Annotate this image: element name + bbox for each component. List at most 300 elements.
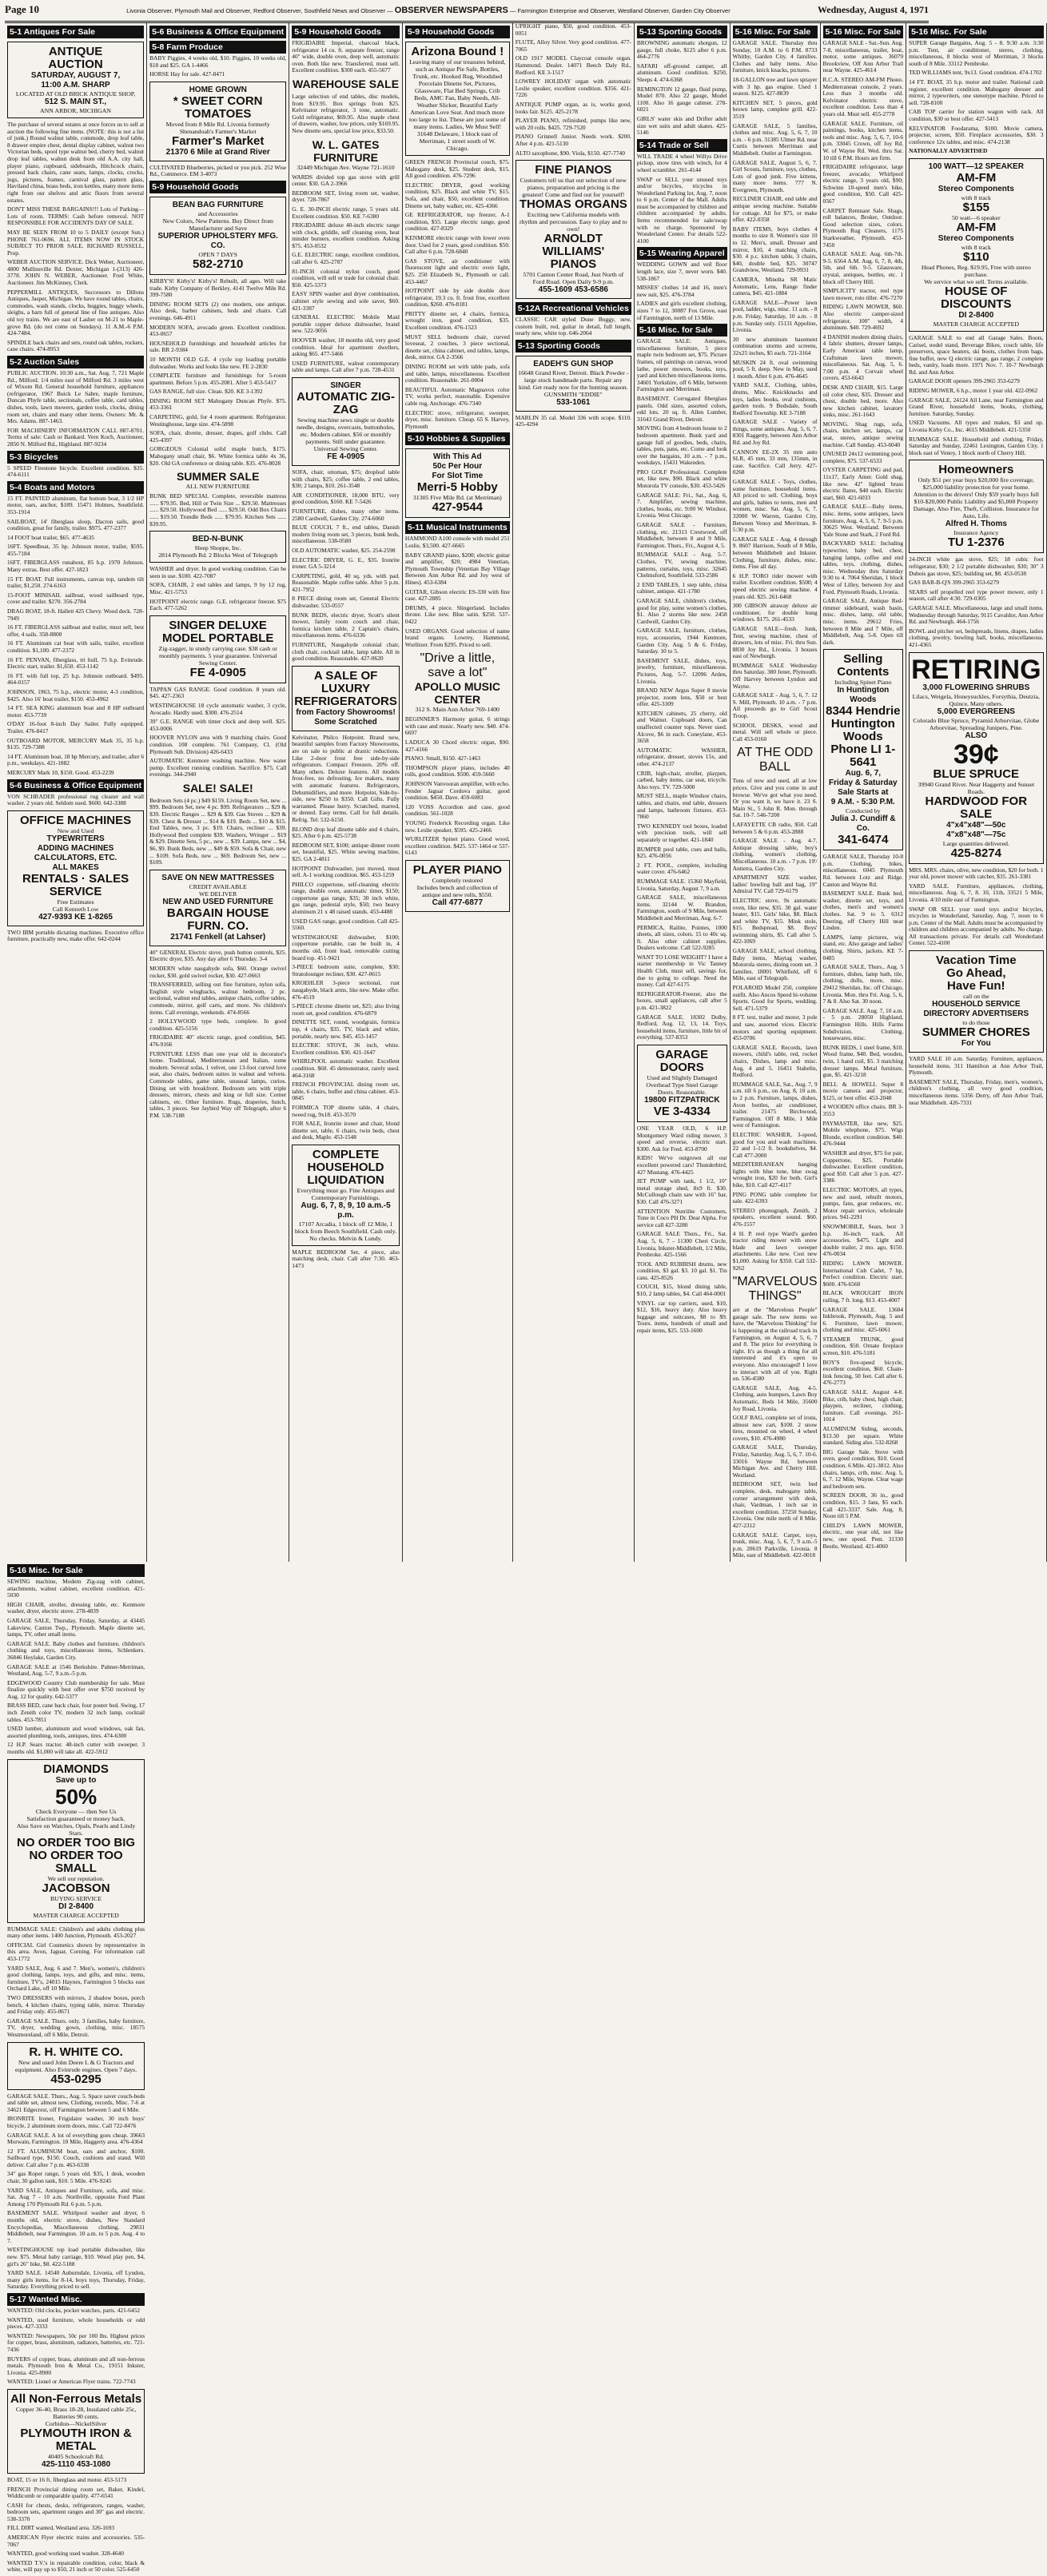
ad-line: CREDIT AVAILABLE: [189, 882, 247, 890]
classified-ad: CHILD'S LAWN MOWER, electric, one year old, not like new, one speed. Pent. 31330 Bestle, Westland. 421-4060: [822, 1521, 904, 1550]
display-heading: [733, 1275, 818, 1304]
ad-line: HOME GROWN: [189, 85, 247, 94]
section-header: 5-6 Business & Office Equipment: [149, 26, 286, 38]
classified-ad: MOVING from 4 bedroom house to 2 bedroom apartment. Bunk yard and garage full of goodies, beds, chairs, tables, pots, pans, etc. Come and look over the bargains, 10 a.m. - 7 p.m., weekdays, 15431 Wakenden.: [636, 424, 727, 467]
ad-line: call on the: [963, 993, 989, 1001]
classified-ad: GARAGE SALE. Thursday thru Sunday, 10 A.M. to 6 P.M. 8733 Whitby, Garden City. 4 families. Clothes and baby items. Also furniture, knick knacks, pictures.: [732, 39, 818, 74]
classified-ad: BEAUTIFUL Automatic Magnavox color TV, works perfect, reasonable. Expensive cable rug, Anchorage. 476-7340: [404, 385, 510, 407]
classified-ad: DINING ROOM set with table pads, sofa and table, lamps, miscellaneous. Excellent condition. Reasonable. 261-0004: [404, 363, 510, 384]
classified-ad: GAS BAR-B-Q'S 399-2965 353-6279: [909, 579, 999, 587]
ad-line: NO ORDER TOO BIG: [17, 1835, 136, 1849]
ad-line: 425-1110 453-1080: [41, 2459, 111, 2469]
ad-line: Conducted by: [846, 807, 881, 815]
classified-ad: BEDROOM SET, twin bed complete, desk, mahogany table, corner arrangement with desk, chair, Vardman, 1 inch sat in excellent condition. 37250 Sunday, Livonia. One mile north of 8 Mile. 427-2312: [732, 1480, 818, 1529]
display-ad: [516, 160, 631, 299]
classified-ad: 6 H.P. TORO rider mower with trailer. Excellent condition. $500; 4 speed electric sewing machine. 4 years old. $25. 261-6468: [732, 571, 818, 600]
classified-ad: GARAGE SALE - Aug. 4 through 9. 8607 Harrison, South of 8 Mile, between Middlebelt and Inkster. Clothing, furniture, dishes, misc. items. Fine all day.: [732, 535, 818, 571]
classified-ad: BIG Garage Sale. Stove with oven, good condition, $10. Good condition. 6 Mile. 421-3812. Also chairs, lamps, crib, misc. Aug. 5, 6, 7. 12 Mile, Wayne. Clear wage and bedroom sets.: [822, 1447, 904, 1490]
classified-ad: MUSKIN 24 ft. oval swimming pool, 5 ft. deep. New in May, used 1 month. After 6 p.m. 476-4645: [732, 358, 818, 380]
classified-ad: KENMORE electric range with lower oven door. Used for 2 years, good condition. $50. Call after 6 p.m. 728-6840: [404, 233, 510, 256]
section-header: 5-11 Musical Instruments: [405, 521, 510, 534]
ad-line: Leaving many of our treasures behind, such as Antique Pie Safe, Bottles, Trunk, etc. Hooked Rug, Woodshed Porcelain Dinette Set, Pictures, Glassware, Flat Bed Springs, Crib Beds, AMC Fan, Baby Needs, All-Weather Slicker, Beautiful Early American Love Seat. And much more too large to list. These are just some of many items. Ladies, We Must Sell! 31648 Delaware, 1 block east of Merriman, 1 street south of W. Chicago.: [408, 58, 506, 152]
classified-ad: GARAGE SALE. A lot of everything goes cheap. 39663 Morwain, Farmington. 10 Mile, Haggerty area. 476-4364: [7, 2131, 145, 2146]
ad-line: ADDING MACHINES: [37, 843, 114, 853]
classified-ad: OLD AUTOMATIC washer, $25. 254-2598: [292, 546, 396, 554]
classified-ad: G.E. ELECTRIC range, excellent condition, call after 6. 425-2787: [292, 251, 400, 266]
classified-ad: UPRIGHT piano, $50, good condition. 453-0051: [515, 22, 631, 37]
classified-ad: ONE YEAR OLD, 6 H.P. Montgomery Ward riding mower, 3 speed and reverse, electric start. $300. Ask for Fred. 453-8700: [636, 1125, 727, 1153]
ad-line: Stereo Components: [938, 233, 1014, 243]
ad-line: ANN ARBOR, MICHIGAN: [40, 107, 112, 114]
ad-line: Includes bench and collection of antique and new rolls, $550.: [416, 883, 498, 898]
classified-ad: SUPER Garage Bargains, Aug. 5 - 8. 9:30 a.m. 3:30 p.m. Tent, air conditioner, stereo, clothing, miscellaneous, 8 blocks west of Merriman, 3 blocks south of 8 Mile. 33112 Pembroke.: [909, 39, 1044, 67]
classified-ad: 16FT. Speedboat, 35 hp. Johnson motor, trailer, $595. 455-7184: [7, 543, 145, 557]
classified-ad: WEDDING GOWN and veil floor length lace, size 7, never worn. $40. 538-1867: [636, 261, 727, 282]
ad-line: "Drive a little, save a lot": [420, 651, 496, 680]
classified-ad: PHILCO coppertone, self-cleaning electric range, double oven, automatic timer, $150; coppertone gas range, $35; 30 inch white, gas range, pedestal style, $50; two heavy aluminum 21 x 48 raised stands. 453-4488: [292, 880, 400, 916]
ad-line: 533-1061: [556, 397, 591, 407]
classified-ad: MUST SELL bedroom chair, curved loveseat, 2 couches, 3 piece sectional, dinette set, china cabinet, end tables, lamps, desk, mirror. GA 2-3566: [404, 332, 510, 361]
classified-ad: 15 FT. BOAT. Full instruments, canvas top, tandem tilt trailer, $1,250. 274-6163: [7, 575, 145, 590]
classified-ad: YARD SALE, Antiques and Furniture, sofa, and misc. Sat. Aug 7 - 10 a.m. Northville, opposite Ford Plant Among 170 Plymouth Rd. 6 p.m. 5 p.m.: [7, 2186, 145, 2208]
classified-ad: VON SCHRADER professional rug cleaner and wall washer. 2 years old. Seldom used. $600. 642-3388: [7, 792, 145, 807]
display-ad: [909, 950, 1043, 1053]
ad-line: BEAN BAG FURNITURE: [172, 200, 264, 209]
classified-ad: GARAGE SALE - Sat.-Sun. Aug. 7-8, miscellaneous, trailer, boat, motor, some antiques. 36079 Brookview, Off Ann Arbor Trail near Wayne. 425-4614: [822, 39, 904, 74]
ad-line: TYPEWRITERS: [46, 834, 105, 843]
display-ad: [292, 1145, 400, 1246]
classified-ad: 16FT. FIBERGLASS runabout, 85 h.p. 1970 Johnson. Many extras. Best offer. 427-1823: [7, 559, 145, 574]
classified-ad: PIANO. Small, $150. 427-1463: [404, 754, 480, 762]
ad-line: 4"x4"x48"—50c: [946, 820, 1006, 830]
classified-ad: O'DAY 16-foot 8-inch Day Sailer. Fully equipped. Trailer. 476-8417: [7, 720, 145, 735]
display-ad: [149, 615, 286, 683]
classified-ad: PRO GOLF Professional. Complete set, like new, $90. Black and white Motorola TV console, $30. 453-5426: [636, 468, 727, 490]
classified-ad: 39" G.E. RANGE with timer clock and deep well. $25. 453-0006: [149, 718, 287, 732]
ad-line: TU 1-2376: [947, 536, 1005, 550]
section-header: 5-4 Boats and Motors: [7, 481, 144, 494]
classified-ad: FORMICA TOP dinette table, 4 chairs, tweed rug, 9x18. 453-3570: [292, 1103, 400, 1118]
classified-ad: IRONRITE Ironer, Frigidaire washer, 30 inch boys' bicycle, 2 aluminum storm doors, misc. Call 722-8476: [7, 2115, 145, 2129]
display-ad: [7, 2042, 145, 2090]
classified-ad: CLASSIC CAR styled Dune Buggy, new, custom built, red, guitar in detail, full length, nearly new, white top. 646-2064: [515, 316, 631, 337]
classified-column: [731, 23, 821, 1562]
classified-ad: GARAGE SALE—fresh. Junk, Tent, sewing machine, chest of drawers, lots of misc. Fri. thru Sun. 8830 Joy Rd., Livonia. 3 houses east of Newburgh.: [732, 624, 818, 660]
ad-line: SINGER: [330, 380, 361, 390]
classified-ad: SNOWMOBILE, Sears, best 3 h.p. 16-inch track. All accessories. $475. Light and double trailer, 2 mo. ago, $150. 476-0034: [822, 1222, 904, 1258]
display-heading: [405, 651, 510, 713]
classified-ad: ALUMINUM Siding, seconds, $13.50 per square. White standard. Siding also. 532-8268: [822, 1425, 904, 1447]
classified-ad: WANTED, used furniture, whole households or odd pieces. 427-3333: [7, 2315, 145, 2331]
section-header: 5-9 Household Goods: [292, 26, 400, 38]
classified-ad: FURNITURE LESS than one year old in decorator's home. Traditional, Mediterranean and Italian, some modern. Several sofas, 1 velvet, one 13-foot curved love seat, also chairs, bedroom suites in walnut and velvets. Commode tables, game table, unusual lamps, curios. Dining set with breakfront. Bedroom sets with triple dressers, mirrors, chests and king or full size. Corner cabinets, etc. Other furniture. Rugs, draperies, hutch, tables, 3 pieces. See Jaybird Way off Telegraph, after 6 P.M. 538-7188: [149, 1049, 287, 1119]
classified-ad: GARAGE SALE, Thursday, Friday, Saturday, at 43445 Lakeview, Canton Twp., Plymouth. Maple dinette set, lamps, TV, other small items.: [7, 1616, 145, 1638]
classified-ad: WHIRLPOOL automatic washer. Excellent condition. $60. 45 demonstrator, rarely used. 464-3168: [292, 1057, 400, 1079]
classified-ad: BASEMENT SALE, dishes, toys, jewelry, furniture, miscellaneous. Pictures, Aug. 5-7. 12096 Arden, Livonia.: [636, 656, 727, 685]
ad-line: OPEN 7 DAYS: [198, 250, 238, 258]
classified-ad: TWO DRESSERS with mirrors, 2 shadow boxes, porch bench, 4 kitchen chairs, typing table, mirror. Thursday and Friday only. 455-0671: [7, 1993, 145, 2016]
ad-line: 8344 Hendrie: [826, 704, 901, 719]
ad-line: New and Used: [57, 826, 94, 834]
classified-ad: 300 GIBSON airaway deluxe air conditioner, for double hung windows. $175. 261-4533: [732, 602, 818, 623]
display-ad: [292, 377, 400, 466]
display-ad: [7, 810, 144, 926]
classified-ad: WANTED: Old clocks, pocket watches, parts. 421-6452: [7, 2306, 141, 2314]
section-header: 5-6 Business & Office Equipment: [7, 779, 144, 792]
ad-line: Aug. 6, 7, 8, 9, 10 a.m.-5 p.m.: [301, 1200, 391, 1220]
ad-line: GUNSMITH "EDDIE": [543, 390, 603, 398]
classified-ad: 4 DANISH modern dining chairs, 4 fabric shutters, dresser lamps, Early American table lamp, Craftsman lawn mower, miscellaneous. Sat. Aug. 5, 6. 7:00 p.m. 4 Corvair wheel covers. 453-6643: [822, 332, 904, 382]
classified-ad: DINING ROOM SETS (2) one modern, one antique. Also desk, barber cabinets, beds and chairs. Call evenings. 646-4911: [149, 300, 287, 321]
ad-line: BARGAIN HOUSE FURN. CO.: [166, 906, 269, 933]
classified-ad: GARAGE SALE - Variety of things, some antiques. Aug. 5, 6, 7. 8301 Raggerty, between Ann Arbor Rd. and Joy Rd.: [732, 418, 818, 447]
ad-line: Save up to: [55, 1775, 97, 1785]
classified-column: [289, 23, 403, 1562]
classified-ad: DESK AND CHAIR, $15. Large oil color chest, $35. Dresser and chest, double bed, more. Also new kitchen cabinet, lavatory sinks, misc. 261-1643: [822, 383, 904, 419]
classified-ad: Bedroom Sets (4 pc.) $49 $159. Living Room Set, new ... $99. Bedroom Set, new 4 pc. $99. Refrigerators ... $29 & $39. Electric Ranges ... $29 & $39. Gas Stoves ... $29 & $39. Chest & Dresser ... $14 & $19. Beds ... $10 & $15. End Tables, new, 3 pc. $19. Chairs, recliner ... $39. Hollywood Bed complete $39. Washers, Wringer ... $19 & $29. Dinette Sets, 5 pc., new ... $39. Lamps, new ... $4, $6, $9. Bunk Beds, new ... $49 & $59. Sofa & Chair, new ... $109. Sofa Beds, new ... $69. Bedroom Set, new ... $109.: [149, 796, 287, 866]
classified-ad: BRAND NEW Argus Super 8 movie projector, zoom lens, $50 or best offer. 425-3309: [636, 687, 727, 708]
classified-ad: 12 H.P. Sears tractor. 48-inch cutter with sweeper. 3 months old. $1,000 will take all. 422-5912: [7, 1741, 145, 1756]
classified-ad: WESTINGHOUSE 18 cycle automatic washer, 3 cycle, Avocado. Hardly used. $300. 476-2514: [149, 701, 287, 716]
classified-ad: GARAGE SALE. Carpet, toys, trunk, misc. Aug. 5, 6, 7, 9 a.m.-5 p.m. 20619 Parkville, Livonia. 8 Mile, east of Middlebelt. 422-0018: [732, 1531, 818, 1559]
classified-ad: PERMICA, Railite, Pointes, 1000 sheets, all sizes, colors. 15 to 40c sq. ft. Also other cabinet supplies. Dealers welcome. Call 522-9285: [636, 923, 727, 952]
classified-ad: RIDING LAWN MOWER. International Cub Cadet, 7 hp, Perfect condition. Electric start. $600. 476-6560: [822, 1259, 904, 1288]
classified-ad: WANTED: Lionel or American Flyer trains. 722-7743: [7, 2378, 136, 2386]
classified-ad: 16 FT. with full top, 25 h.p. Johnson outboard. $495. 464-0157: [7, 671, 145, 687]
classified-ad: WESTINGHOUSE top load portable dishwasher, like new. $75. Metal baby carriage, $10. Wood play pen, $4, girl's 26" bike, $8. 422-5188: [7, 2246, 145, 2267]
classified-column: [821, 23, 907, 1562]
classified-ad: YARD SALE. Furniture, appliances, clothing, miscellaneous. Aug. 6, 7, 8. 10, 11th, 33521 5 Mile, Livonia. 4/10 mile east of Farmington.: [909, 882, 1044, 903]
classified-ad: ELECTRIC DRYER, good working condition, $25. Black and white TV, $15. Sofa, and chair, $50, excellent condition. Dinette set, baby walker, etc. 425-4366: [404, 181, 510, 209]
ad-line: 5,000 EVERGREENS: [937, 707, 1015, 716]
classified-ad: FRENCH Provincial dining room set, Baker, Kindel, Widdicomb or comparable quality. 477-6541: [7, 2485, 145, 2500]
ad-line: GARAGE DOORS: [655, 1048, 709, 1074]
ad-line: AM-FM: [956, 220, 997, 234]
ad-line: Julia J. Cundiff & Co.: [830, 814, 896, 834]
ad-line: 17107 Arcadia, 1 block off 12 Mile, 1 block from Beech Southfield. Cash only. No checks. Melvin & Lundy.: [295, 1220, 397, 1242]
ad-line: EADEH'S GUN SHOP: [533, 359, 614, 368]
classified-ad: GARAGE SALE, August 5, 6, 7. Girl Scouts, furniture, toys, clothes, Lots of good junk. Five kittens, many more items. 777 N. Evergreen, Plymouth.: [732, 158, 818, 193]
classified-ad: BLACK WROUGHT IRON railing, 7 ft. long. $13. 453-4007: [822, 1289, 904, 1304]
ad-line: Vacation Time: [936, 954, 1017, 968]
classified-ad: HOOVER washer, 18 months old, very good condition. Ideal for apartment dwellers, asking $65. 477-5466: [292, 336, 400, 358]
section-header: 5-2 Auction Sales: [7, 356, 144, 368]
display-ad: [405, 860, 510, 912]
classified-ad: GARAGE SALE, school clothing, Baby items, Maytag washer, Motorola stereo, dining room set. 3 families. 18001 Whitfield, off 6 Mile, east of Telegraph.: [732, 947, 818, 982]
classified-ad: 4 WOODEN office chairs. BR 3-3553: [822, 1103, 904, 1118]
ad-line: 31305 Five Mile Rd. (at Merriman): [412, 494, 502, 502]
classified-ad: BOAT, 15 or 16 ft. fiberglass and motor. 453-5173: [7, 2475, 127, 2483]
classified-ad: BUNK BED SPECIAL Complete, reversible mattress ...... $79.95. Bed, Hill or Twin Size ... $29.50. Mattresses ...... $29.50. Hollywood Bed ...... $29.50. Odd Box Chairs ...... $19.50. Trundle Beds ...... $79.95. Kitchen Sets ...... $39.95.: [149, 492, 287, 528]
display-ad: [149, 870, 286, 946]
classified-ad: CARPET Remnant Sale. Shags, roll balances, Broker, Outdoor. Good selection sizes, colors. Plymouth Rug Cleaners, 1175 Starkweather, Plymouth. 453-7450: [822, 206, 904, 249]
classified-ad: COMPLETE furniture and furnishings for 5-room apartment. Before 5 p.m. 455-2081. After 5 453-5417: [149, 372, 287, 386]
classified-ad: PAYMASTER, like new, $25. Mobile telephone, $75. Wigs Blonde, excellent condition. $40. 476-9444: [822, 1119, 904, 1148]
classified-ad: 10 MONTH OLD G.E. 4 cycle top loading portable dishwasher. Works and looks like new. FE 2-2830: [149, 355, 287, 370]
classified-ad: SIMPLICITY tractor, reel type lawn mower, roto tiller. 476-7270: [822, 287, 904, 301]
classified-ad: LOWREY HOLIDAY organ with automatic Leslie speaker, excellent condition. $356. 421-7226: [515, 78, 631, 99]
classified-column: [635, 23, 731, 1562]
display-ad: [909, 652, 1043, 864]
classified-ad: UNUSED 24x12 swimming pool, complete, $75. 537-6533: [822, 450, 904, 464]
classified-ad: WANT TO LOSE WEIGHT? I have a starter membership in Vic Tanney Health Club, must sell, savings for, due to going to college. Need the money. Call 427-6175: [636, 953, 727, 989]
classified-ad: RIDING MOWER, 6 h.p., motor 1 year old. 422-0962: [909, 387, 1038, 395]
classified-ad: AIR CONDITIONER, 18,000 BTU, very good condition, $160. KE 7-5426: [292, 491, 400, 506]
classified-ad: BUMPER pool table, cues and balls, $25. 476-0056: [636, 845, 727, 860]
ad-line: RETIRING: [911, 654, 1041, 685]
classified-ad: BEDROOM SET, $100; antique dinner room set, beautiful, $25. White sewing machine, $25. GA 2-4811: [292, 841, 400, 862]
section-header: 5-15 Wearing Apparel: [637, 247, 727, 260]
ad-line: Including Spinet Piano: [834, 679, 892, 687]
classified-ad: YARD SALE. 14540 Auburndale, Livonia, off Lyndon, many girls items, for 8-14, boys toys, Thursday, Friday, Saturday. Everything priced to sell.: [7, 2269, 145, 2291]
classified-ad: 120 VOSS Accordion and case, good condition. 561-1028: [404, 802, 510, 818]
ad-line: Selling Contents: [837, 652, 890, 679]
ad-line: with 8 track: [961, 193, 991, 201]
classified-ad: FOR SALE, Ironrite ironer and chair, blond dinette set, table, 6 chairs, twin beds, chest and desk, Maple. 453-1548: [292, 1120, 400, 1141]
classified-ad: WILL TRADE 4 wheel Willys Drive pickup, snow tires with winch, for 4 wheel scrambler. 261-4144: [636, 152, 727, 173]
classified-ad: ELECTRIC DRYER, G. E., $35. Ironrite ironer. GA 5-3214: [292, 555, 400, 571]
section-header: 5-9 Household Goods: [405, 26, 510, 38]
classified-ad: 2 FT. POOL, complete, including water cover. 476-6462: [636, 861, 727, 876]
classified-ad: WASHER and dryer. In good working condition. Can be seen in use. $100. 422-7087: [149, 565, 287, 579]
classified-ad: MAPLE BEDROOM Set, 4 piece, also matching desk, chair. Call after 7:30. 463-1473: [292, 1248, 400, 1270]
ad-line: W. L. GATES FURNITURE: [312, 137, 380, 164]
ad-line: 453-0295: [50, 2072, 102, 2086]
classified-ad: BUNK BEDS, electric dryer, Scott's silent mower, family room couch and chair, formica kitchen table, 2 Captain's chairs, miscellaneous items. 476-6336: [292, 611, 400, 639]
classified-ad: HOTPOINT electric range. G.E. refrigerator freezer. $75 Each. 477-5262: [149, 597, 287, 612]
classified-ad: EASY SPIN washer and dryer combination, cabinet style sewing and sole saver, $60. 421-3387: [292, 290, 400, 312]
classified-ad: MISSES' clothes 14 and 16, men's new suit, $25. 476-3784: [636, 284, 727, 298]
classified-ad: JOHNSON Vanvooran amplifier, with echo. Fender Jaguar Cordova guitar, good condition. $450. Dave. 459-6083: [404, 780, 510, 802]
classified-ad: MUST SELL, maple Windsor chairs, tables, and chairs, end table, dressers and lamps, bathroom fixtures. 453-7860: [636, 792, 727, 821]
classified-ad: GARAGE SALE—Power lawn pool, ladder, wigs, misc. 11 a.m. - 8 p.m. Friday, Saturday, 10 a.m. - 8 p.m. Sunday only. 15131 Appoline, Livonia.: [732, 298, 818, 334]
classified-ad: RUMMAGE SALE Wednesday thru Saturday. 380 Jener, Plymouth. Off Harvey between Lyndon and Wayne.: [732, 661, 818, 690]
classified-ad: GARAGE SALE, miscellaneous items. 32144 W. Brandon, Farmington, south of 9 Mile, between Middlebelt and Merriman, Aug. 6-7.: [636, 894, 727, 922]
classified-ad: RUMMAGE SALE, Sat., Aug. 7, 9 a.m. till 6 p.m., on Aug. 8, 10 a.m. to 2 p.m. Furniture, lamps, dishes, Avon bottles, air conditioner, trailer. 21475 Birchwood, Farmington. Off 8 Mile, 1 Mile west of Farmington.: [732, 1080, 818, 1129]
classified-ad: DRAG BOAT, 18-ft. Hallett 425 Chevy. Wood deck. 728-7949: [7, 607, 145, 622]
ad-line: All Non-Ferrous Metals: [10, 2391, 142, 2406]
ad-line: DI 2-8400: [958, 310, 994, 320]
masthead-papers: Livonia Observer, Plymouth Mail and Observer, Redford Observer, Southfield News and Observer — OBSERVER NEWSPAPERS — Farmington Enterprise and Observer, Westland Observer, Garden City Observer: [126, 6, 731, 15]
classified-ad: 14 FOOT boat trailer, $65. 477-4635: [7, 533, 94, 541]
section-header: 5-16 Misc. For Sale: [823, 26, 904, 38]
ad-line: 100 WATT—12 SPEAKER: [928, 161, 1024, 171]
ad-line: SAVE ON NEW MATTRESSES: [161, 873, 275, 882]
ad-line: A SALE OF LUXURY REFRIGERATORS: [294, 668, 397, 708]
ad-line: Go Ahead,: [946, 966, 1006, 981]
display-heading: [149, 782, 286, 794]
ad-line: Friday & Saturday: [829, 778, 898, 788]
classified-ad: YOUNG Frederick Recording organ. Like new. Leslie speaker, $595. 425-2466: [404, 819, 510, 834]
ad-line: 21741 Fenkell (at Lahser): [170, 932, 266, 942]
ad-line: WE DELIVER: [198, 890, 237, 898]
classified-ad: DRUMS, 4 piece. Slingerland. Includes throne. Like new. Blue satin. $250. 537-0422: [404, 603, 510, 625]
classified-ad: COUCH, $15, blond dining table, $10, 2 lamp tables, $4. Call 464-0001: [636, 1283, 727, 1298]
classified-ad: GORGEOUS Colonial solid maple hutch, $175. Mahogany small chair, $6. White formica table 4x 36, $20. Old GA conference or dining table. $35. 476-8028: [149, 445, 287, 467]
display-ad: [405, 448, 510, 518]
ad-line: 50%: [55, 1784, 98, 1809]
ad-line: Call Kenneth Low: [52, 905, 99, 913]
classified-ad: CAB TOP carrier for station wagon with rack. All condition, $30 or best offer. 427-5413: [909, 108, 1044, 122]
ad-line: * SWEET CORN: [173, 94, 263, 108]
display-ad: [149, 197, 286, 275]
ad-line: We service what we sell. Terms available.: [924, 277, 1029, 285]
classified-ad: KITCHEN cabinets, 25 cherry, old and Walnut. Cupboard doors, Can unaffected counter tops. Never used. Alcove, $6 in each. Coneylane, 453-3658: [636, 709, 727, 745]
section-header: 5-12A Recreational Vehicles: [516, 302, 631, 315]
classified-ad: GAS RANGE, full size. Clean. $20. KE 3-1392: [149, 388, 263, 396]
ad-line: Sewing machine sews single or double needle, designs, overcasts, buttonholes, etc. Modern cabinet. $56 or monthly payments. Still under guarantee. Universal Sewing Center.: [297, 416, 395, 452]
classified-ad: FURNITURE, dishes, many other items. 2580 Cardwell, Garden City. 274-6060: [292, 507, 400, 522]
classified-ad: GENERAL ELECTRIC Mobile Maid portable copper deluxe dishwasher, brand new. 522-9056: [292, 313, 400, 335]
ad-line: DI 2-8400: [58, 1901, 94, 1911]
classified-ad: BLOND drop leaf dinette table and 4 chairs, $25. After 6 p.m. 425-5738: [292, 825, 400, 840]
classified-ad: GARAGE SALE. Aug. 7, 10 a.m. - 5 p.m. 28050 Highland, Farmington Hills. Hills Farms Subdivision. Clothing, housewares, misc.: [822, 1006, 904, 1042]
classified-ad: CASH for chests, desks, refrigerators, ranges, washer, bedroom sets, apartment ranges and 30" gas and electric. 538-3370: [7, 2501, 145, 2522]
classified-ad: PING PONG table complete for sale. 422-6393: [732, 1190, 818, 1205]
classified-ad: BASEMENT SALE. Whirlpool washer and dryer, 6 months old, electric stove, dishes, New Standard Encyclopedias, Miscellaneous clothing. 29831 Middlebelt, near Farmington. 10 a.m. to 5 p.m. Aug. 4 to 7.: [7, 2209, 145, 2244]
ad-line: 5701 Canton Center Road, Just North of Ford Road. Open Daily 9-9 p.m.: [523, 271, 624, 286]
ad-line: SINGER DELUXE MODEL PORTABLE: [161, 618, 274, 645]
classified-ad: FRIGIDAIRE deluxe 40-inch electric range with clock, griddle, self cleaning oven, heat minder burners, excellent condition. Asking $75. 453-0532: [292, 221, 400, 249]
ad-line: SERVICE: [49, 884, 102, 898]
classified-ad: NATIONALLY ADVERTISED: [909, 147, 988, 155]
classified-ad: RIDING LAWN MOWER, $60. Also electric camper-sized refrigerator, 100" width, 4 aluminum. $40. 729-4692: [822, 303, 904, 332]
classified-ad: MOVING. Shag rugs, sofa, chairs, kitchen set, lamps, car seat, stereo, antique sewing machine. Call Sunday. 453-6040: [822, 420, 904, 448]
brand-name: OBSERVER NEWSPAPERS: [394, 6, 508, 15]
ad-line: from Factory Showrooms! Some Scratched: [296, 707, 396, 727]
ad-line: AUTOMATIC ZIG-ZAG: [297, 389, 395, 416]
ad-line: "MARVELOUS THINGS": [732, 1275, 818, 1304]
ad-line: With This Ad: [433, 452, 482, 462]
classified-ad: G. E. 30-INCH electric range, 5 years old. Excellent condition. $50. KE 7-6380: [292, 205, 400, 220]
classified-ad: HOTPOINT side by side double door refrigerator, 19.3 cu. ft. frost free, excellent condition, $260. 476-8181: [404, 287, 510, 309]
ad-line: Sale Starts at: [838, 788, 889, 798]
classified-ad: MEDITERRANEAN hanging lights with blue tone, blue swag wrought iron, $20 for both. Girl's bike, $10. Call 427-4117: [732, 1161, 818, 1189]
classified-ad: FILL DIRT wanted, Westland area. 326-1693: [7, 2524, 115, 2532]
classified-ad: WARDS divided top gas stove with grill center. $30. GA 2-3966: [292, 173, 400, 188]
section-header: 5-16 Misc. For Sale: [909, 26, 1043, 38]
ad-line: LOCATED AT OLD BRICK ANTIQUE SHOP,: [15, 90, 136, 98]
ad-line: New Colors, New Patterns. Buy Direct from Manufacturer and Save: [162, 217, 273, 232]
display-heading: [733, 746, 818, 774]
ad-line: Huntington Woods: [830, 717, 895, 744]
classified-ad: USED lumber, aluminum and wood windows, oak fan, assorted plumbing, tools, antiques, tires. 474-6300: [7, 1725, 145, 1739]
ad-line: For Slot Time: [432, 472, 484, 481]
classified-ad: OYSTER CARPETING and pad, 11x17, Early Amer. Gold shag, like new. 42" lighted brass electric flame, $40 each. Electric start, $60. 421-6033: [822, 466, 904, 501]
ad-line: BLUE SPRUCE: [933, 766, 1020, 781]
classified-ad: BACKYARD SALE: Including typewriter, baby bed, chest, hanging lamps, coffee and end tables, toys, clothing, dishes, misc. Wednesday thru Saturday 9:30 to 4. 7064 Sheridan, 1 block West of Lilley, between Joy and Ford. Plymouth Roads, Livonia.: [822, 539, 904, 595]
classified-ad: OUTBOARD MOTOR, MERCURY Mark 35, 35 h.p. $135. 729-7388: [7, 736, 145, 751]
classified-ad: LAMPS, lamp pictures, wig stand, etc. Also garage and ladies' clothing. Shirts, jackets. KE 7-0485: [822, 933, 904, 962]
ad-line: 4"x8"x48"—75c: [946, 830, 1006, 839]
classified-ad: SEARS self propelled reel type power mower, only 1 season, call after 4:30. 729-0305: [909, 587, 1044, 603]
ad-line: APOLLO MUSIC CENTER: [414, 680, 500, 707]
classified-ad: FURNITURE, Naugahyde colonial chair, cloth chair, cocktail table, lamp table. All in good condition. Reasonable. 427-0620: [292, 641, 400, 663]
classified-ad: DINETTE SET, round, woodgrain, formica top, 4 chairs, $35. TV, black and white, portable, nearly new. $45. 453-1457: [292, 1018, 400, 1040]
classified-ad: GARAGE SALE at 1546 Berkshire. Palmer-Merriman, Westland, Aug. 5-7, 9 a.m.-5 p.m.: [7, 1662, 145, 1678]
issue-date: Wednesday, August 4, 1971: [817, 4, 929, 15]
classified-ad: YARD SALE, Aug. 6 and 7. Men's, women's, children's good clothing, lamps, toys, and gifts, and misc. items, furniture, TV's, 24015 Haynes, Farmington 5 blocks east Orchard Lake, off 10 Mile.: [7, 1964, 145, 1993]
classified-ad: FRIGIDAIRE Imperial, charcoal black, refrigerator 14 cu. ft. separate freezer, range 40" wide, double oven, deep well, automatic oven. Both like new. Transferred, must sell. Excellent condition. $300 each. 455-5677: [292, 39, 400, 74]
classified-ad: 30 new aluminum basement combination storms and screens, 32x25 inches, $5 each. 721-3164: [732, 335, 818, 356]
ad-line: Farmer's Market: [172, 133, 265, 148]
ad-line: OFFICE MACHINES: [19, 813, 132, 827]
classified-ad: KROEHLER 3-piece sectional, rust naugahyde, black arms, like new. Make offer. 476-4519: [292, 979, 400, 1001]
ad-line: Everything must go. Fine Antiques and Contemporary Furnishings.: [297, 1186, 395, 1201]
classified-ad: PUBLIC AUCTION. 10:30 a.m., Sat. Aug. 7, 721 Maple Rd., Milford. 1/4 miles east of Milford Rd. 3 miles west of Wixom Rd. General household furniture, appliances (refrigerator, 1967 Buick Le Sabre, maple furniture, Duncan Phyfe table, sectionals, coffee table, card tables, dishes, tools, lawn mowers, garden tools, clocks, dining room set, chairs and many other items. Owners: Mr. & Mrs. Adams. 887-1463.: [7, 369, 145, 425]
papers-right: Farmington Enterprise and Observer, Westland Observer, Garden City Observer: [517, 7, 731, 14]
classified-ad: KITCHEN SET, 5 pieces, gold brown lamp, complete grill. 422-3519: [732, 98, 818, 120]
ad-line: 50c Per Hour: [432, 462, 483, 472]
classified-ad: WESTINGHOUSE dishwasher, $100; coppertone portable, can be built in, 4 months old, front load, removable cutting board top. 451-9421: [292, 933, 400, 962]
classified-ad: PLAYER PIANO, refinished, pumps like new, with 20 rolls. $425. 729-7520: [515, 117, 631, 131]
classified-ad: LADIES and girls excellent clothing, sizes 7 to 12, 30087 Fox Grove, east of Farmington, north of 13 Mile.: [636, 300, 727, 321]
ad-line: Phone LI 1-5641: [830, 743, 896, 770]
classified-ad: GARAGE SALE: Aug. 6th-7th. 9-5. 6564 A.M. Aug. 6, 7, 8, 4th, 5th, and 6th. 9-5. Glassware, crystal, antiques, bottles, etc. 1 block off Cherry Hill.: [822, 250, 904, 285]
classified-ad: CAMERA, Minolta SR Matic Automatic, Lens, Range finder camera, $45. 421-1884: [732, 276, 818, 297]
classified-ad: PIANO Grinnell Junior. Needs work. $200. After 4 p.m. 421-5130: [515, 133, 631, 147]
ad-line: Completely restored: [432, 876, 484, 884]
classified-column: [403, 23, 513, 1562]
ad-line: ALL NEW FURNITURE: [185, 483, 250, 491]
classified-ad: GARAGE SALE. Thurs. only. 3 families, baby furniture, TV, dryer, wedding gown, clothing, misc. 18575 Westmoreland, off 6 Mile, Detroit.: [7, 2017, 145, 2038]
ad-line: ARNOLDT WILLIAMS' PIANOS: [542, 232, 605, 272]
classified-ad: WANTED T.V.'s in repairable condition, color, black & white, will pay up to $50, 21 inch or 50 color. 525-6450: [7, 2558, 145, 2574]
ad-line: VE 3-4334: [653, 1105, 711, 1118]
classified-ad: MERCURY Mark 10, $150. Good. 453-2239: [7, 768, 114, 776]
classified-ad: 3-PIECE bedroom suite, complete, $30; Stratolounger recliner, $30. 427-0615: [292, 963, 400, 977]
display-ad: [909, 460, 1043, 553]
classified-ad: CULTIVATED Blueberries, picked or you pick. 252 Wise Rd., Commerce. EM 3-4073: [149, 163, 287, 178]
classified-ad: 2 END TABLES, 1 step table, china cabinet, antique. 421-1780: [636, 580, 727, 595]
display-ad: [909, 158, 1043, 332]
classified-ad: BEGINNER'S Harmony guitar, 6 strings with case and music. Nearly new. $40. 474-6697: [404, 715, 510, 737]
classified-ad: RECLINER CHAIR, end table and antique sewing machine. Suitable for cottage. All for $75, or make offer. 422-0358: [732, 195, 818, 224]
classified-ad: AUTOMATIC Kenmore washing machine. New water pump. Excellent running condition. Sacrifice. $75. Call evenings. 344-2940: [149, 757, 287, 778]
classified-ad: 5 SPEED Firestone bicycle. Excellent condition. $35. 474-6111: [7, 464, 145, 479]
classified-ad: STEREO phonograph, Zenith, 2 speakers, excellent sound. $60. 476-1557: [732, 1206, 818, 1228]
classified-ad: MRS. MRS. chairs, olive, new condition, $20 for both. 1 year old, power mower with catcher, $35. 261-3381: [909, 866, 1044, 881]
ad-line: 9 A.M. - 5:30 P.M.: [830, 798, 895, 807]
classified-ad: GE REFRIGERATOR, top freezer, A-1 condition, $55. Large electric range, good condition. 427-8329: [404, 211, 510, 233]
display-heading: [149, 470, 286, 490]
ad-line: SALE! SALE!: [182, 781, 253, 794]
classified-ad: GARAGE SALE, Antique Red-rimmer sideboard, wash basin, misc. dishes, lamp, old table, misc. items. 29612 Fries, between 8 Mile and 7 Mile, off Middlebelt, Aug. 5-8. Open till dark.: [822, 597, 904, 646]
display-ad: [7, 2389, 145, 2474]
ad-line: NEW AND USED FURNITURE: [162, 897, 273, 906]
classified-ad: CARPETING, gold, 40 sq. yds. with pad. Reasonable. Maple coffee table. After 5 p.m. 421-7952: [292, 571, 400, 593]
classified-ad: KIDS! We've outgrown all our excellent powered cars! Thunderbird, 427 Mustang. 476-4425: [636, 1154, 727, 1176]
classified-ad: 12 FT. ALUMINUM boat, oars and anchor, $100. Sailboard type, $150. Couch, cushions and stand. Will deliver. Call after 7 p.m. 463-6338: [7, 2147, 145, 2168]
classified-ad: 5-PIECE chrome dinette set, $25; also living room set, good condition. 476-6879: [292, 1002, 400, 1017]
ad-line: Only $51 per year buys $20,000 fire coverage, $25,000 liability protection for your home. Attention to the drivers! Only $59 yearly buys full $10-$20,000 Public Liability and $5,000 Property Damage, Also Fire, Theft, Collision. Insurance for Auto, Life.: [913, 476, 1039, 520]
classified-ad: STEAMER TRUNK, good condition, $50. Ornate fireplace screen, $10. 476-5181: [822, 1335, 904, 1357]
classified-ad: WANTED, good working used washer. 328-4640: [7, 2550, 124, 2558]
classified-ad: HOTPOINT Dishwasher, just moved, must sell. A-1 working condition. $65. 453-1259: [292, 864, 400, 879]
classified-ad: FRENCH PROVINCIAL dining room set, table, 6 chairs, buffet and china cabinet. 453-0845: [292, 1081, 400, 1102]
ad-line: COMPLETE HOUSEHOLD LIQUIDATION: [307, 1147, 384, 1187]
classified-ad: 14 FT. BOAT, 35 h.p. motor and trailer. National cash register, excellent condition. Mahogany dresser and mirror, 2 typewriters, one stenotype machine. Priced to sell. 728-8100: [909, 78, 1044, 106]
ad-line: 312 S. Main Ann Arbor 769-1400: [415, 706, 500, 714]
classified-ad: GARAGE SALE, Thursday, Friday, Saturday, Aug. 5, 6, 7. 10-6. 33016 Wayne Rd, between Michigan Ave. and Cherry Hill. Westland.: [732, 1443, 818, 1479]
classified-ad: GOLF BAG, complete set of irons, almost new cart, $100. 2 snow tires, mounted on wheel, 4 wheel covers, $10. 476-4980: [732, 1414, 818, 1442]
section-header: 5-10 Hobbies & Supplies: [405, 432, 510, 445]
section-header: 5-16 Misc. for Sale: [7, 1564, 145, 1577]
classified-ad: YARD SALE 10 a.m. Saturday. Furniture, appliances, household items. 311 Hamilton at Ann Arbor Trail, Plymouth.: [909, 1055, 1044, 1077]
ad-line: BUYING SERVICE: [50, 1894, 102, 1902]
classified-ad: DON'T MISS THESE BARGAINS!!! Lots of Parking—Lots of room. TERMS: Cash before removal. NOT RESPONSIBLE FOR ACCIDENTS DAY OF SALE.: [7, 205, 145, 227]
display-ad: [516, 356, 631, 412]
